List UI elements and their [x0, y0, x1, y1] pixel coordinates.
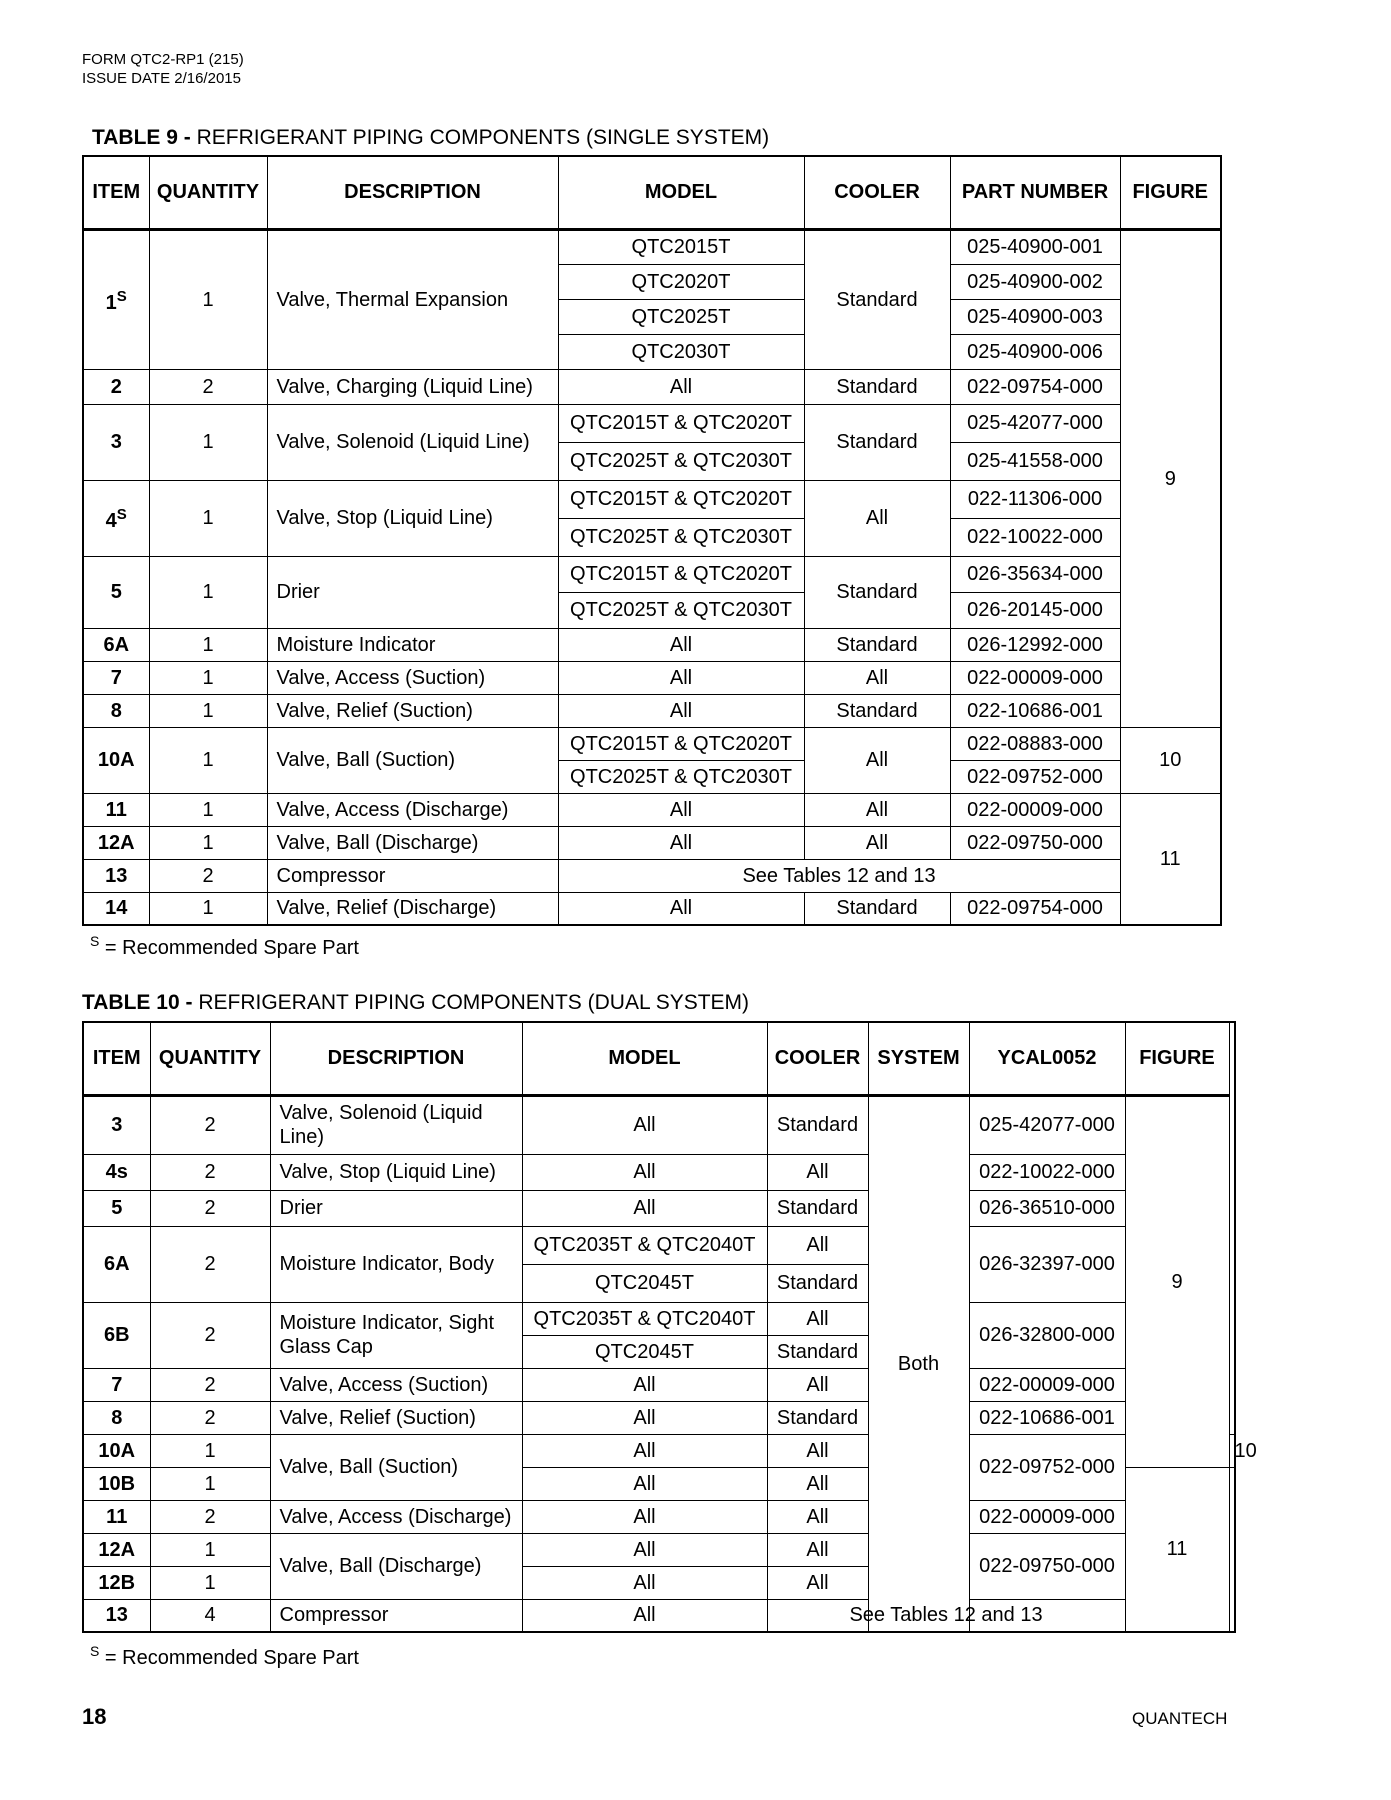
cooler-cell: Standard — [804, 404, 950, 480]
description-cell: Valve, Access (Discharge) — [270, 1500, 522, 1533]
item-cell: 5 — [83, 1190, 150, 1226]
model-cell: All — [558, 793, 804, 826]
figure-cell: 9 — [1120, 229, 1221, 727]
model-cell: QTC2025T & QTC2030T — [558, 592, 804, 628]
part-number-cell: 022-09754-000 — [950, 369, 1120, 404]
col-cooler: COOLER — [767, 1022, 868, 1095]
cooler-cell: All — [767, 1302, 868, 1335]
table-row — [83, 661, 1221, 694]
quantity-cell: 2 — [149, 859, 267, 892]
table-row — [83, 826, 1221, 859]
description-cell: Valve, Relief (Discharge) — [267, 892, 558, 925]
quantity-cell: 1 — [149, 556, 267, 628]
description-cell: Valve, Charging (Liquid Line) — [267, 369, 558, 404]
quantity-cell: 1 — [150, 1533, 270, 1566]
part-number-cell: 025-42077-000 — [969, 1095, 1125, 1154]
part-number-cell: 022-09752-000 — [950, 760, 1120, 793]
cooler-cell: Standard — [767, 1095, 868, 1154]
table9-caption — [92, 126, 769, 150]
issue-date: ISSUE DATE 2/16/2015 — [82, 70, 241, 87]
form-number: FORM QTC2-RP1 (215) — [82, 51, 244, 68]
quantity-cell: 2 — [150, 1368, 270, 1401]
quantity-cell: 1 — [149, 694, 267, 727]
model-cell: QTC2015T & QTC2020T — [558, 556, 804, 592]
item-cell: $4^S$ — [83, 480, 149, 556]
part-number-cell: 026-20145-000 — [950, 592, 1120, 628]
part-number-cell: 022-00009-000 — [969, 1368, 1125, 1401]
description-cell: Valve, Relief (Suction) — [270, 1401, 522, 1434]
item-cell: 6B — [83, 1302, 150, 1368]
cooler-cell: All — [804, 480, 950, 556]
part-number-cell: 025-40900-001 — [950, 229, 1120, 264]
quantity-cell: 2 — [150, 1154, 270, 1190]
col-model: MODEL — [522, 1022, 767, 1095]
part-number-cell: 022-10022-000 — [969, 1154, 1125, 1190]
page-number: 18 — [82, 1704, 107, 1729]
item-cell: 2 — [83, 369, 149, 404]
quantity-cell: 2 — [150, 1401, 270, 1434]
cooler-cell: All — [804, 793, 950, 826]
model-cell: QTC2025T & QTC2030T — [558, 518, 804, 556]
model-cell: QTC2015T & QTC2020T — [558, 404, 804, 442]
model-cell: All — [522, 1368, 767, 1401]
table-row — [83, 1533, 1235, 1566]
description-cell: Valve, Access (Discharge) — [267, 793, 558, 826]
part-number-cell: 022-09752-000 — [969, 1434, 1125, 1500]
item-cell: 11 — [83, 1500, 150, 1533]
item-cell: 6A — [83, 628, 149, 661]
cooler-cell: All — [804, 727, 950, 793]
part-number-cell: 026-12992-000 — [950, 628, 1120, 661]
model-cell: All — [522, 1533, 767, 1566]
table9-header-row — [83, 156, 1221, 229]
quantity-cell: 2 — [150, 1226, 270, 1302]
cooler-cell: All — [767, 1500, 868, 1533]
table10 — [82, 1021, 1257, 1633]
table-row — [83, 1368, 1235, 1401]
model-cell: All — [522, 1095, 767, 1154]
cooler-cell: Standard — [804, 628, 950, 661]
model-cell: QTC2035T & QTC2040T — [522, 1226, 767, 1264]
quantity-cell: 1 — [149, 404, 267, 480]
item-cell: $1^S$ — [83, 229, 149, 369]
item-cell: 8 — [83, 694, 149, 727]
cooler-cell: All — [767, 1154, 868, 1190]
table-row — [83, 694, 1221, 727]
model-cell: QTC2025T & QTC2030T — [558, 442, 804, 480]
table-row — [83, 480, 1221, 518]
quantity-cell: 2 — [150, 1095, 270, 1154]
table10-number: TABLE 10 - — [82, 991, 193, 1014]
table-row — [83, 1302, 1235, 1335]
quantity-cell: 1 — [149, 727, 267, 793]
table9 — [82, 155, 1222, 926]
part-number-cell: 022-08883-000 — [950, 727, 1120, 760]
item-cell: 13 — [83, 859, 149, 892]
col-figure: FIGURE — [1120, 156, 1221, 229]
cooler-cell: Standard — [804, 229, 950, 369]
item-cell: 13 — [83, 1599, 150, 1632]
description-cell: Valve, Solenoid (Liquid Line) — [267, 404, 558, 480]
col-model: MODEL — [558, 156, 804, 229]
cooler-cell: All — [767, 1434, 868, 1467]
cooler-cell: Standard — [804, 556, 950, 628]
table-row — [83, 1500, 1235, 1533]
model-cell: QTC2015T — [558, 229, 804, 264]
item-cell: 10A — [83, 727, 149, 793]
figure-cell: 10 — [1120, 727, 1221, 793]
figure-cell: 9 — [1125, 1095, 1229, 1467]
col-item: ITEM — [83, 156, 149, 229]
description-cell: Valve, Solenoid (Liquid Line) — [270, 1095, 522, 1154]
part-number-cell: 026-35634-000 — [950, 556, 1120, 592]
part-number-cell: 022-10686-001 — [950, 694, 1120, 727]
cooler-cell: Standard — [767, 1264, 868, 1302]
table-row — [83, 1095, 1235, 1154]
table-row — [83, 1154, 1235, 1190]
model-cell: QTC2030T — [558, 334, 804, 369]
cooler-cell: Standard — [804, 892, 950, 925]
see-tables-cell: See Tables 12 and 13 — [767, 1599, 1125, 1632]
model-cell: All — [558, 826, 804, 859]
quantity-cell: 1 — [150, 1467, 270, 1500]
part-number-cell: 022-09750-000 — [950, 826, 1120, 859]
quantity-cell: 2 — [150, 1190, 270, 1226]
part-number-cell: 025-40900-003 — [950, 299, 1120, 334]
part-number-cell: 022-10022-000 — [950, 518, 1120, 556]
item-cell: 6A — [83, 1226, 150, 1302]
item-cell: 12A — [83, 1533, 150, 1566]
quantity-cell: 2 — [150, 1302, 270, 1368]
description-cell: Valve, Access (Suction) — [267, 661, 558, 694]
model-cell: QTC2035T & QTC2040T — [522, 1302, 767, 1335]
part-number-cell: 022-11306-000 — [950, 480, 1120, 518]
table10-footnote: $^S$ = Recommended Spare Part — [90, 1643, 359, 1669]
table-row — [83, 1599, 1235, 1632]
model-cell: All — [558, 892, 804, 925]
table9-title: REFRIGERANT PIPING COMPONENTS (SINGLE SYSTEM) — [196, 126, 770, 149]
part-number-cell: 022-10686-001 — [969, 1401, 1125, 1434]
brand-name: QUANTECH — [1132, 1709, 1228, 1728]
item-cell: 12A — [83, 826, 149, 859]
part-number-cell: 025-40900-002 — [950, 264, 1120, 299]
description-cell: Valve, Relief (Suction) — [267, 694, 558, 727]
col-description: DESCRIPTION — [270, 1022, 522, 1095]
table-row — [83, 628, 1221, 661]
quantity-cell: 2 — [150, 1500, 270, 1533]
quantity-cell: 1 — [149, 229, 267, 369]
col-ycal0052: YCAL0052 — [969, 1022, 1125, 1095]
model-cell: All — [522, 1434, 767, 1467]
description-cell: Valve, Ball (Discharge) — [270, 1533, 522, 1599]
table9-footnote: $^S$ = Recommended Spare Part — [90, 933, 359, 959]
part-number-cell: 022-09750-000 — [969, 1533, 1125, 1599]
item-cell: 10B — [83, 1467, 150, 1500]
model-cell: QTC2045T — [522, 1335, 767, 1368]
cooler-cell: All — [767, 1566, 868, 1599]
description-cell: Valve, Ball (Discharge) — [267, 826, 558, 859]
part-number-cell: 022-00009-000 — [950, 793, 1120, 826]
cooler-cell: All — [767, 1226, 868, 1264]
cooler-cell: All — [767, 1368, 868, 1401]
quantity-cell: 1 — [150, 1434, 270, 1467]
cooler-cell: All — [767, 1467, 868, 1500]
part-number-cell: 026-32800-000 — [969, 1302, 1125, 1368]
table-row — [83, 1226, 1235, 1264]
quantity-cell: 2 — [149, 369, 267, 404]
description-cell: Drier — [270, 1190, 522, 1226]
col-figure: FIGURE — [1125, 1022, 1229, 1095]
model-cell: All — [522, 1401, 767, 1434]
part-number-cell: 025-40900-006 — [950, 334, 1120, 369]
part-number-cell: 026-32397-000 — [969, 1226, 1125, 1302]
quantity-cell: 1 — [149, 826, 267, 859]
item-cell: 3 — [83, 1095, 150, 1154]
model-cell: All — [522, 1467, 767, 1500]
item-cell: 5 — [83, 556, 149, 628]
model-cell: All — [522, 1154, 767, 1190]
part-number-cell: 026-36510-000 — [969, 1190, 1125, 1226]
item-cell: 14 — [83, 892, 149, 925]
quantity-cell: 1 — [149, 661, 267, 694]
item-cell: 7 — [83, 1368, 150, 1401]
item-cell: 10A — [83, 1434, 150, 1467]
table-row — [83, 1190, 1235, 1226]
table-row — [83, 404, 1221, 442]
model-cell: All — [558, 369, 804, 404]
table-row — [83, 556, 1221, 592]
cooler-cell: All — [804, 661, 950, 694]
model-cell: All — [522, 1566, 767, 1599]
cooler-cell: All — [804, 826, 950, 859]
col-quantity: QUANTITY — [150, 1022, 270, 1095]
figure-cell: 11 — [1120, 793, 1221, 925]
description-cell: Moisture Indicator, Sight Glass Cap — [270, 1302, 522, 1368]
description-cell: Moisture Indicator, Body — [270, 1226, 522, 1302]
table-row — [83, 1434, 1235, 1467]
table-row — [83, 229, 1221, 264]
item-cell: 12B — [83, 1566, 150, 1599]
model-cell: QTC2025T & QTC2030T — [558, 760, 804, 793]
col-quantity: QUANTITY — [149, 156, 267, 229]
description-cell: Drier — [267, 556, 558, 628]
cooler-cell: Standard — [767, 1335, 868, 1368]
table-row — [83, 892, 1221, 925]
item-cell: 4s — [83, 1154, 150, 1190]
table-row — [83, 369, 1221, 404]
model-cell: All — [558, 661, 804, 694]
model-cell: All — [522, 1190, 767, 1226]
table-row — [83, 859, 1221, 892]
figure-cell: 10 — [1229, 1434, 1235, 1467]
system-cell: Both — [868, 1095, 969, 1632]
description-cell: Valve, Ball (Suction) — [270, 1434, 522, 1500]
model-cell: All — [522, 1500, 767, 1533]
table10-header-row — [83, 1022, 1235, 1095]
part-number-cell: 022-00009-000 — [950, 661, 1120, 694]
description-cell: Valve, Thermal Expansion — [267, 229, 558, 369]
part-number-cell: 025-42077-000 — [950, 404, 1120, 442]
item-cell: 3 — [83, 404, 149, 480]
table-row — [83, 727, 1221, 760]
model-cell: QTC2015T & QTC2020T — [558, 727, 804, 760]
description-cell: Compressor — [270, 1599, 522, 1632]
col-description: DESCRIPTION — [267, 156, 558, 229]
quantity-cell: 4 — [150, 1599, 270, 1632]
quantity-cell: 1 — [150, 1566, 270, 1599]
table10-title: REFRIGERANT PIPING COMPONENTS (DUAL SYSTEM) — [198, 991, 750, 1014]
cooler-cell: Standard — [767, 1190, 868, 1226]
figure-cell: 11 — [1125, 1467, 1229, 1632]
model-cell: QTC2045T — [522, 1264, 767, 1302]
part-number-cell: 025-41558-000 — [950, 442, 1120, 480]
description-cell: Moisture Indicator — [267, 628, 558, 661]
item-cell: 11 — [83, 793, 149, 826]
quantity-cell: 1 — [149, 628, 267, 661]
see-tables-cell: See Tables 12 and 13 — [558, 859, 1120, 892]
quantity-cell: 1 — [149, 793, 267, 826]
item-cell: 8 — [83, 1401, 150, 1434]
item-cell: 7 — [83, 661, 149, 694]
model-cell: QTC2025T — [558, 299, 804, 334]
part-number-cell: 022-00009-000 — [969, 1500, 1125, 1533]
model-cell: All — [522, 1599, 767, 1632]
model-cell: QTC2015T & QTC2020T — [558, 480, 804, 518]
model-cell: All — [558, 694, 804, 727]
cooler-cell: Standard — [767, 1401, 868, 1434]
col-part-number: PART NUMBER — [950, 156, 1120, 229]
cooler-cell: Standard — [804, 369, 950, 404]
quantity-cell: 1 — [149, 892, 267, 925]
table9-number: TABLE 9 - — [92, 126, 191, 149]
description-cell: Valve, Access (Suction) — [270, 1368, 522, 1401]
table-row — [83, 793, 1221, 826]
col-cooler: COOLER — [804, 156, 950, 229]
col-item: ITEM — [83, 1022, 150, 1095]
description-cell: Compressor — [267, 859, 558, 892]
model-cell: QTC2020T — [558, 264, 804, 299]
cooler-cell: Standard — [804, 694, 950, 727]
description-cell: Valve, Ball (Suction) — [267, 727, 558, 793]
part-number-cell: 022-09754-000 — [950, 892, 1120, 925]
table10-caption — [82, 991, 749, 1015]
col-system: SYSTEM — [868, 1022, 969, 1095]
cooler-cell: All — [767, 1533, 868, 1566]
description-cell: Valve, Stop (Liquid Line) — [270, 1154, 522, 1190]
quantity-cell: 1 — [149, 480, 267, 556]
description-cell: Valve, Stop (Liquid Line) — [267, 480, 558, 556]
model-cell: All — [558, 628, 804, 661]
table-row — [83, 1401, 1235, 1434]
